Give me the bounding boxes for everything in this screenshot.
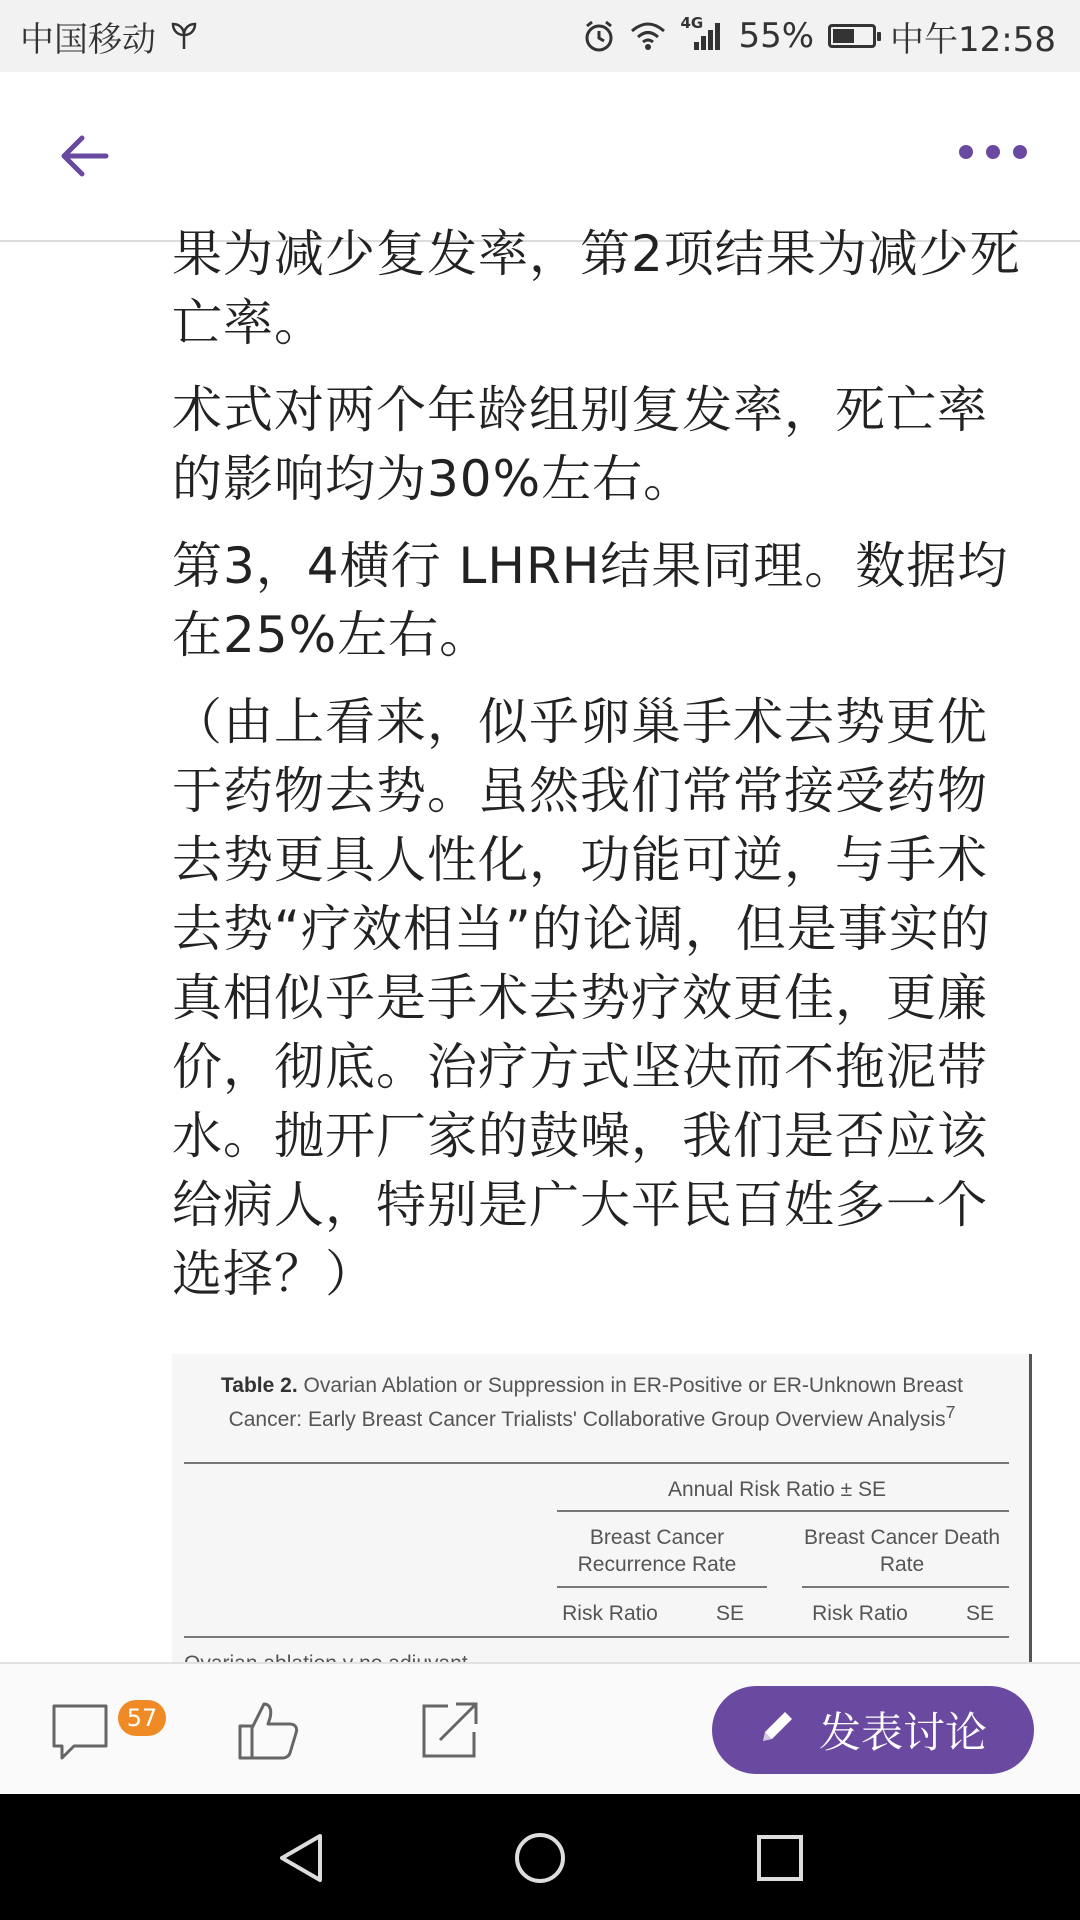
table-sub-header: Risk Ratio [812,1602,908,1625]
table-image[interactable] [172,1354,1032,1674]
caption-reference: 7 [945,1402,956,1422]
table-rule [557,1510,1009,1512]
post-discussion-button[interactable] [712,1686,1034,1774]
top-app-bar [0,72,1080,242]
nav-home-icon[interactable] [514,1832,566,1884]
table-caption [192,1372,992,1433]
status-bar [0,0,1080,72]
table-sub-header: SE [715,1602,744,1625]
system-navigation-bar [0,1794,1080,1920]
nav-recents-icon[interactable] [756,1834,804,1882]
table-col-header: Breast Cancer Death Rate [803,1526,1001,1576]
table-group-header: Annual Risk Ratio ± SE [667,1478,887,1501]
table-sub-header: Risk Ratio [562,1602,658,1625]
table-rule [557,1586,767,1588]
battery-icon [828,24,876,48]
thumbs-up-icon[interactable] [236,1698,300,1762]
article-paragraph: 果为减少复发率，第2项结果为减少死亡率。 [172,225,1021,352]
comment-icon[interactable] [48,1700,112,1764]
battery-percent: 55% [738,16,815,56]
table-caption-text: Ovarian Ablation or Suppression in ER-Positive or ER-Unknown Breast Cancer: Early Breast Cancer Trialists' Collaborative Group Overview Analysis [228,1374,963,1431]
table-sub-header: SE [965,1602,994,1625]
table-label: Table 2. [221,1374,298,1397]
clock: 中午12:58 [890,19,1056,60]
article-paragraph: 术式对两个年龄组别复发率，死亡率的影响均为30%左右。 [172,381,988,508]
table-col-header: Breast Cancer Recurrence Rate [577,1526,737,1576]
article-paragraph: 第3，4横行 LHRH结果同理。数据均在25%左右。 [172,537,1009,664]
carrier-name: 中国移动 [20,19,156,60]
wifi-icon [630,21,666,51]
share-icon[interactable] [418,1698,482,1762]
table-rule [184,1462,1009,1464]
article-scroll-area[interactable] [0,225,1080,1662]
leaf-icon [170,21,198,51]
alarm-icon [582,19,616,53]
more-dots-icon[interactable] [956,132,1030,172]
post-discussion-label: 发表讨论 [818,1708,987,1757]
nav-back-icon[interactable] [276,1832,326,1884]
network-type: 4G [680,14,704,32]
comment-count-badge: 57 [118,1700,166,1736]
article-paragraph: （由上看来，似乎卵巢手术去势更优于药物去势。虽然我们常常接受药物去势更具人性化，功能可逆，与手术去势“疗效相当”的论调，但是事实的真相似乎是手术去势疗效更佳，更廉价，彻底。治疗方式坚决而不拖泥带水。抛开厂家的鼓噪，我们是否应该给病人，特别是广大平民百姓多一个选择？） [172,693,991,1303]
bottom-action-bar [0,1662,1080,1796]
pencil-icon [759,1706,797,1755]
article-body [172,220,1036,1327]
table-rule [802,1586,1009,1588]
signal-icon [680,14,724,52]
figure-border [1029,1354,1032,1674]
table-rule [184,1636,1009,1638]
back-arrow-icon[interactable] [54,126,114,186]
